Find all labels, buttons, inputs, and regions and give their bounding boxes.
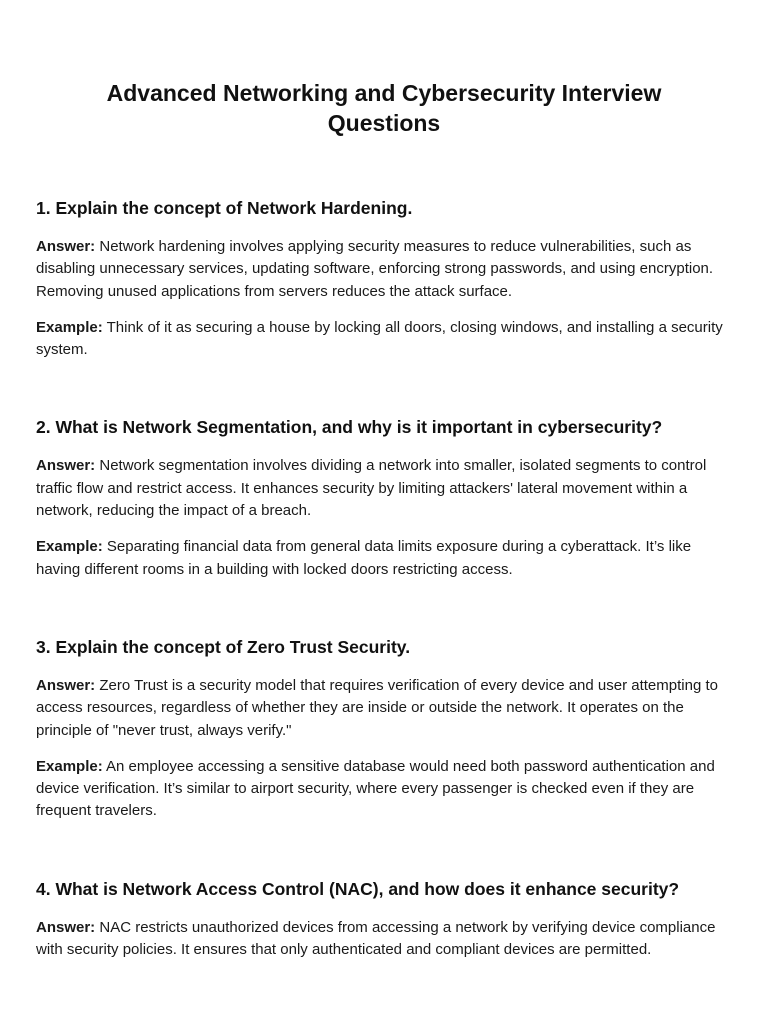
example-text: An employee accessing a sensitive database would need both password authentication and device verification. It’s similar to airport security, where every passenger is checked even if they are frequent travelers. <box>36 757 715 820</box>
qa-section-4 <box>36 877 732 962</box>
answer-text: Zero Trust is a security model that requires verification of every device and user attempting to access resources, regardless of whether they are inside or outside the network. It operates on the principle of "never trust, always verify." <box>36 676 718 739</box>
question-heading: 3. Explain the concept of Zero Trust Security. <box>36 636 411 657</box>
qa-section-3 <box>36 635 732 823</box>
answer-text: Network segmentation involves dividing a network into smaller, isolated segments to control traffic flow and restrict access. It enhances security by limiting attackers' lateral movement within a network, reducing the impact of a breach. <box>36 457 707 520</box>
example-label: Example: <box>36 538 103 556</box>
question-heading: 1. Explain the concept of Network Hardening. <box>36 198 413 218</box>
answer-paragraph <box>36 675 732 742</box>
answer-text: NAC restricts unauthorized devices from accessing a network by verifying device compliance with security policies. It ensures that only authenticated and compliant devices are permitted. <box>36 918 716 959</box>
answer-paragraph <box>36 236 732 303</box>
example-text: Separating financial data from general data limits exposure during a cyberattack. It’s like having different rooms in a building with locked doors restricting access. <box>36 538 692 578</box>
answer-paragraph <box>36 455 732 522</box>
example-paragraph <box>36 317 732 362</box>
qa-section-1 <box>36 196 732 361</box>
example-text: Think of it as securing a house by locking all doors, closing windows, and installing a security system. <box>36 318 723 359</box>
qa-section-2 <box>36 415 732 580</box>
answer-text: Network hardening involves applying security measures to reduce vulnerabilities, such as disabling unnecessary services, updating software, enforcing strong passwords, and using encryption. Removing unused applications from servers reduces the attack surface. <box>36 238 714 300</box>
example-paragraph <box>36 756 732 823</box>
answer-label: Answer: <box>36 457 96 475</box>
answer-paragraph <box>36 917 732 962</box>
example-paragraph <box>36 536 732 581</box>
example-label: Example: <box>36 318 103 336</box>
question-heading: 2. What is Network Segmentation, and why is it important in cybersecurity? <box>36 417 663 438</box>
answer-label: Answer: <box>36 238 96 255</box>
example-label: Example: <box>36 757 103 775</box>
question-heading: 4. What is Network Access Control (NAC), and how does it enhance security? <box>36 878 680 899</box>
answer-label: Answer: <box>36 676 96 694</box>
page-title: Advanced Networking and Cybersecurity Interview Questions <box>106 80 662 136</box>
answer-label: Answer: <box>36 918 96 936</box>
